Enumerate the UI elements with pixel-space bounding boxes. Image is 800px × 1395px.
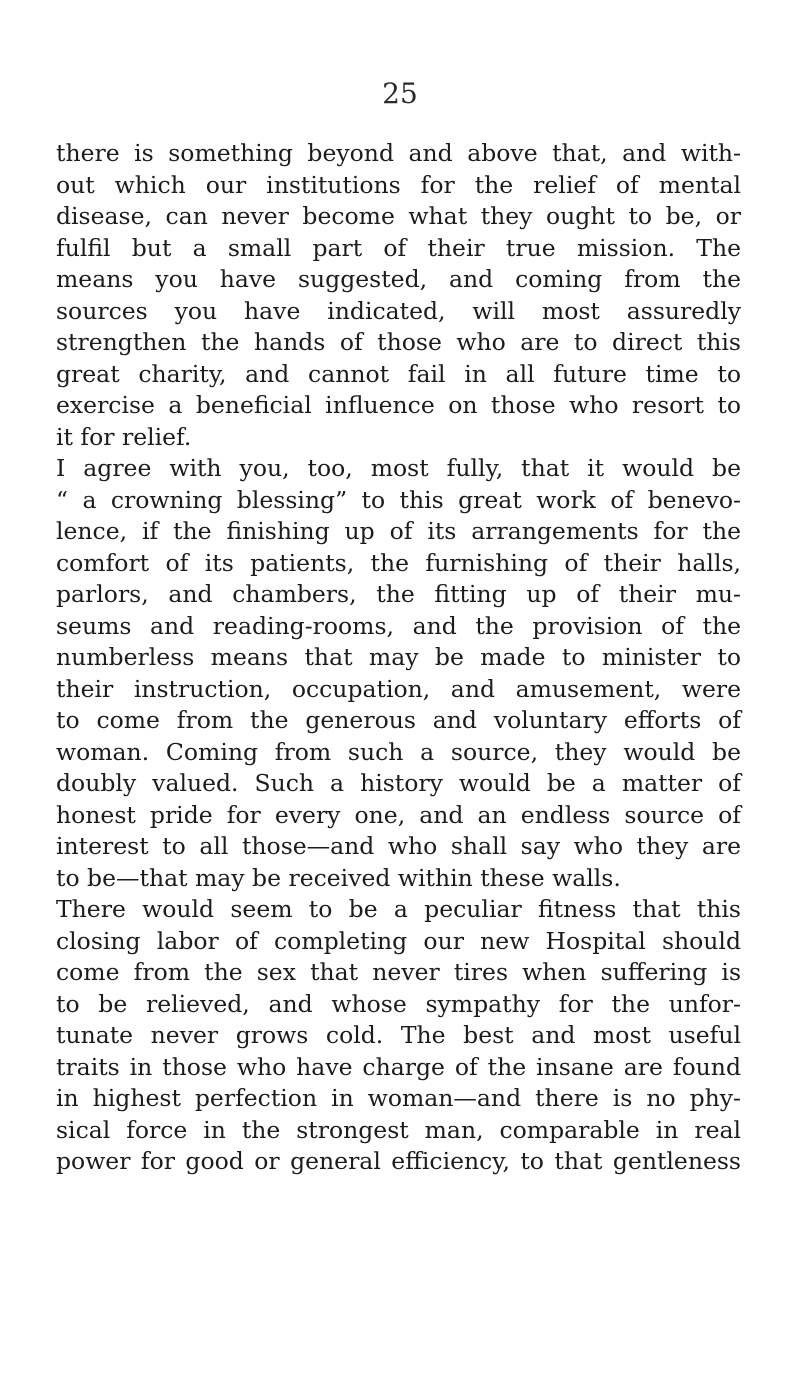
paragraph-start-line: There would seem to be a peculiar fitness that this (56, 895, 741, 923)
text-line: exercise a beneficial influence on those who resort to (56, 391, 741, 419)
text-line: sical force in the strongest man, comparable in real (56, 1115, 741, 1144)
text-line: disease, can never become what they ought to be, or (56, 202, 741, 230)
text-line: tunate never grows cold. The best and most useful (56, 1021, 741, 1049)
text-line: honest pride for every one, and an endless source of (56, 800, 741, 829)
text-line: parlors, and chambers, the fitting up of their mu- (56, 580, 741, 608)
text-line: come from the sex that never tires when suffering is (56, 958, 741, 986)
text-line: out which our institutions for the relief of mental (56, 170, 741, 199)
paragraph-end-line: it for relief. (56, 422, 192, 451)
text-line: traits in those who have charge of the insane are found (56, 1052, 741, 1081)
text-line: strengthen the hands of those who are to direct this (56, 328, 741, 356)
text-line: power for good or general efficiency, to that gentleness (56, 1147, 741, 1175)
text-line: numberless means that may be made to minister to (56, 643, 741, 671)
text-line: their instruction, occupation, and amusement, were (56, 674, 741, 703)
text-line: great charity, and cannot fail in all future time to (56, 359, 741, 388)
text-line: to come from the generous and voluntary efforts of (56, 706, 741, 734)
text-line: sources you have indicated, will most assuredly (56, 296, 741, 325)
paragraph-end-line: to be—that may be received within these walls. (56, 863, 621, 892)
text-line: in highest perfection in woman—and there is no phy- (56, 1084, 741, 1112)
text-line: there is something beyond and above that, and with- (56, 139, 741, 167)
text-line: “ a crowning blessing” to this great work of benevo- (56, 485, 741, 514)
paragraph-start-line: I agree with you, too, most fully, that it would be (56, 454, 741, 482)
text-line: interest to all those—and who shall say who they are (56, 832, 741, 860)
text-line: to be relieved, and whose sympathy for the unfor- (56, 989, 741, 1018)
text-line: seums and reading-rooms, and the provision of the (56, 611, 741, 640)
text-line: woman. Coming from such a source, they would be (56, 737, 741, 766)
text-line: lence, if the finishing up of its arrangements for the (56, 517, 741, 545)
text-line: comfort of its patients, the furnishing of their halls, (56, 548, 741, 577)
text-line: closing labor of completing our new Hospital should (56, 926, 741, 955)
text-line: doubly valued. Such a history would be a matter of (56, 769, 741, 797)
text-line: fulfil but a small part of their true mission. The (56, 233, 741, 262)
page-number: 25 (382, 77, 418, 110)
body-text (56, 138, 741, 1178)
text-line: means you have suggested, and coming from the (56, 265, 741, 293)
